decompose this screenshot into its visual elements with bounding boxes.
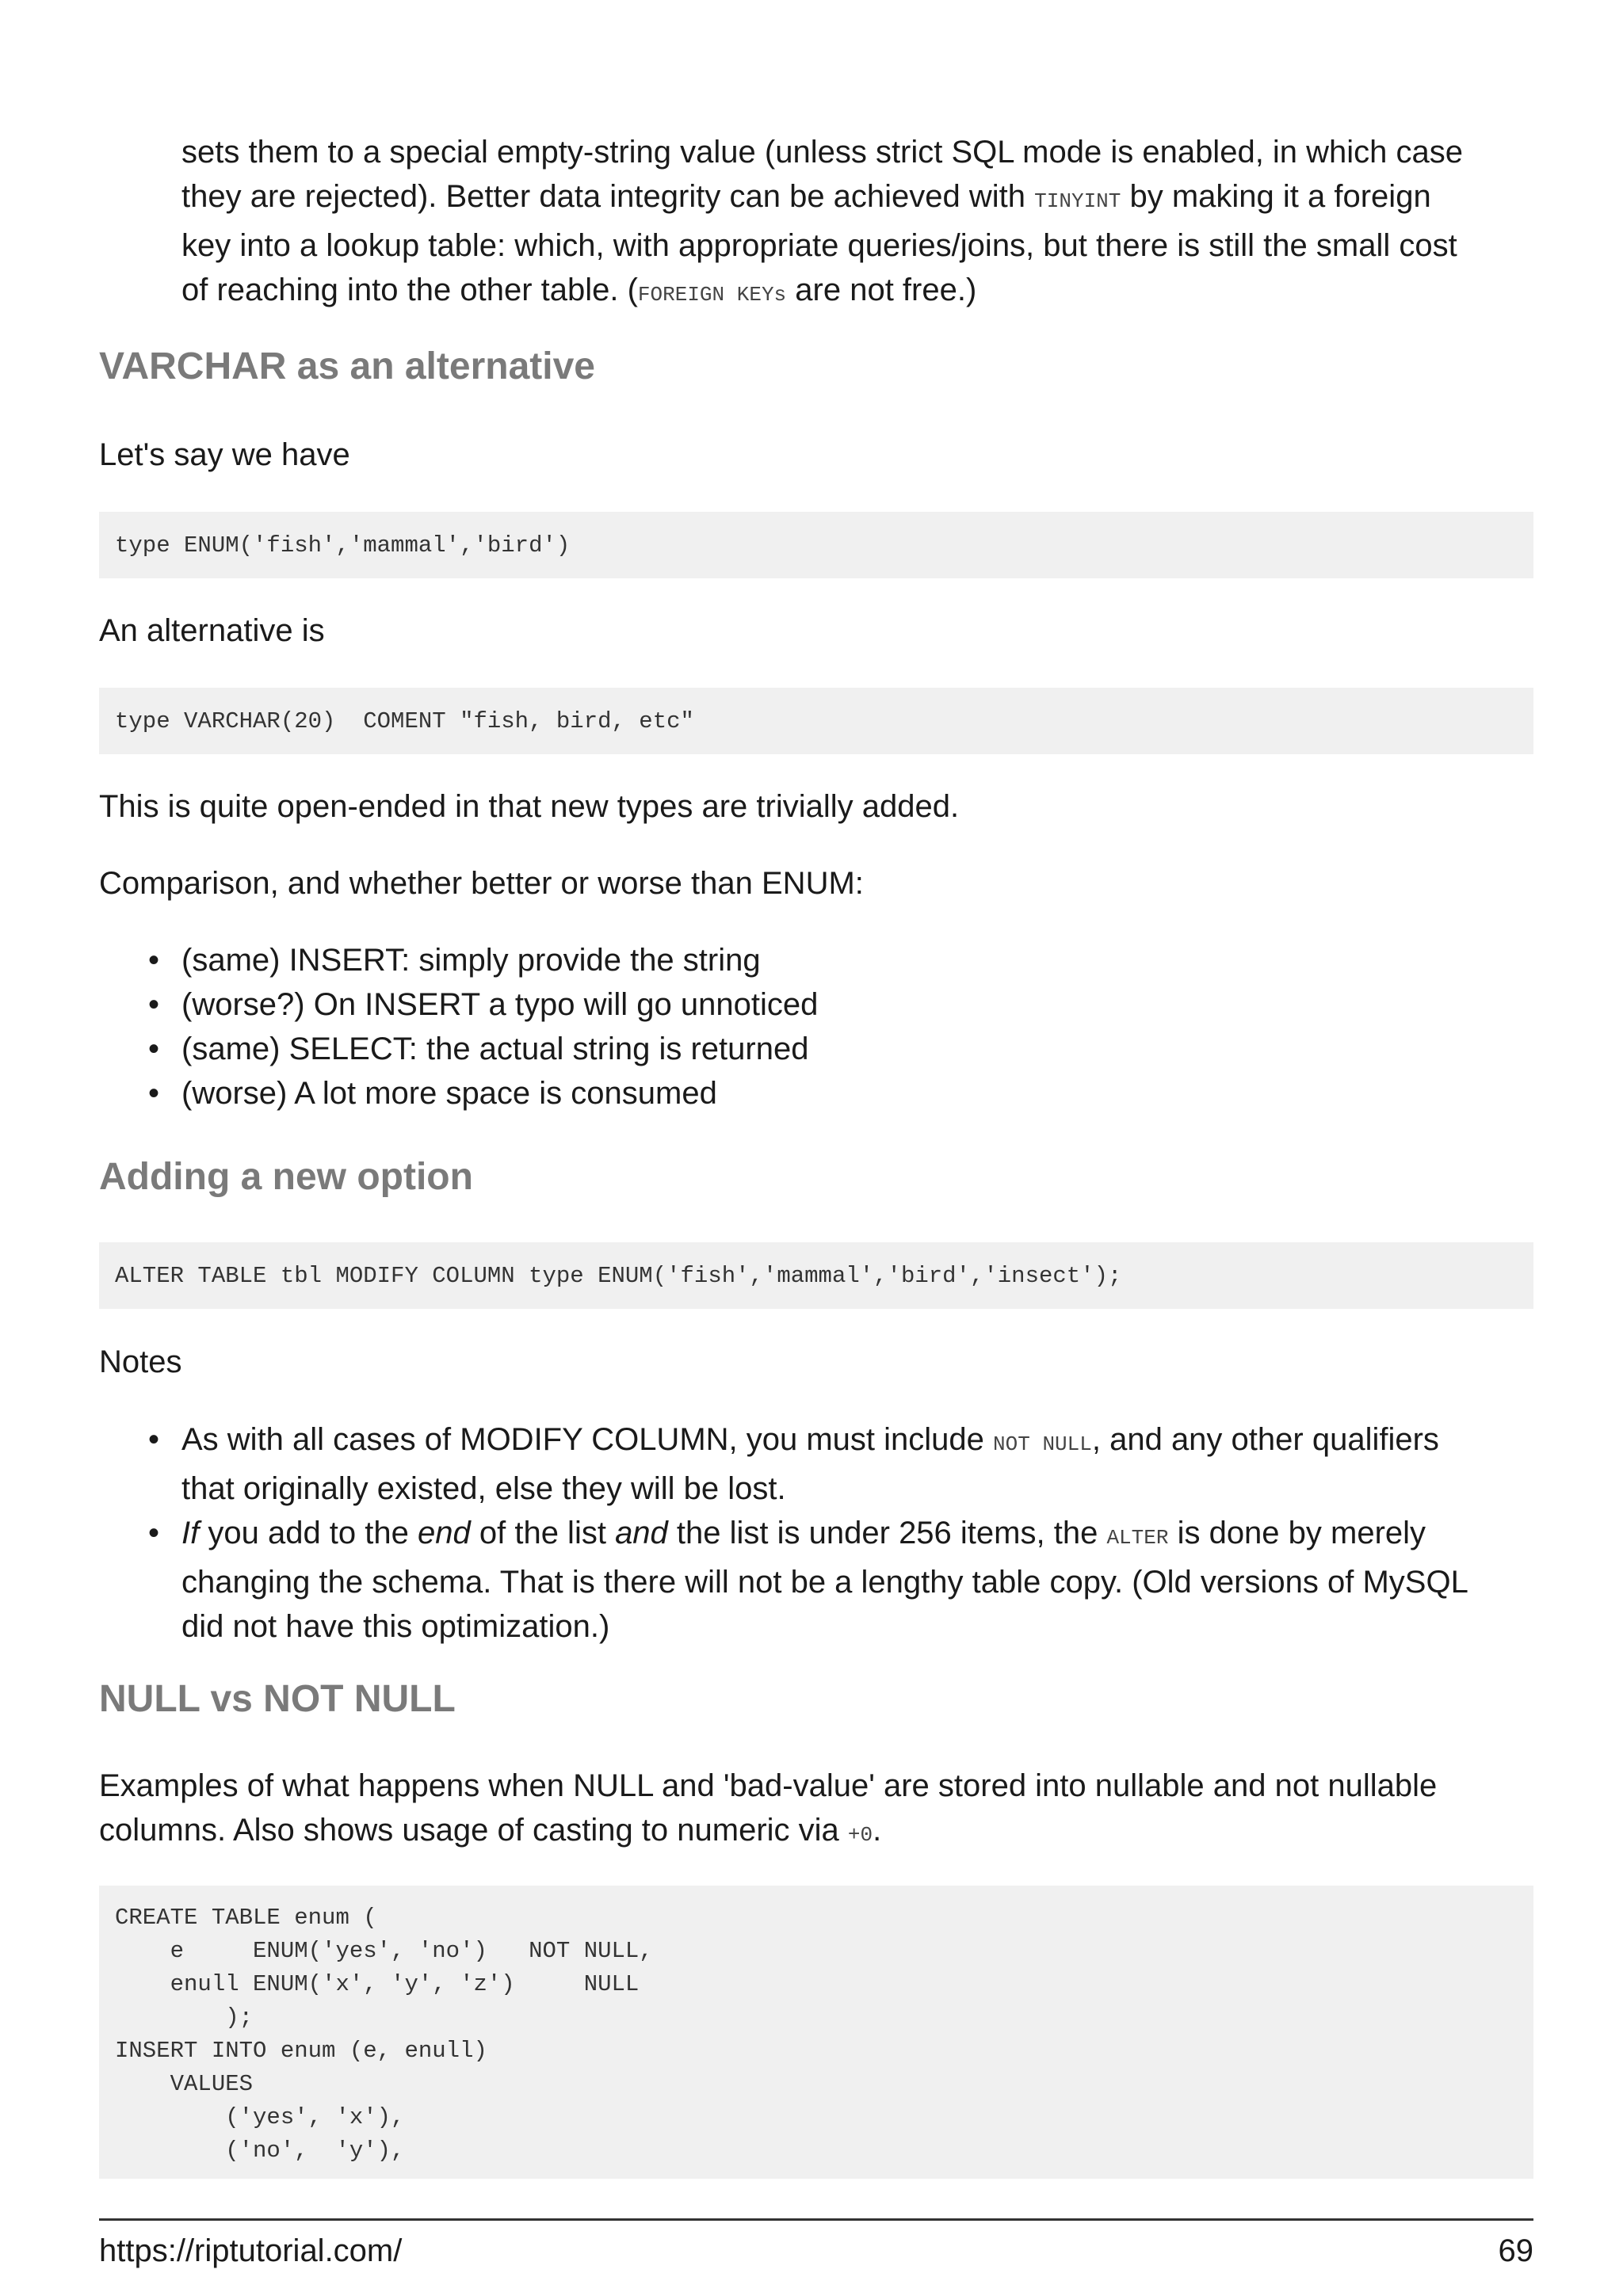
note-text: , and any other qualifiers xyxy=(1091,1422,1439,1457)
notes-list xyxy=(99,1417,1533,1649)
code-block-create-table: CREATE TABLE enum ( e ENUM('yes', 'no') NOT NULL, enull ENUM('x', 'y', 'z') NULL ); INSERT INTO enum (e, enull) VALUES ('yes', 'x'), ('no', 'y'), xyxy=(99,1886,1533,2179)
alternative-is-text: An alternative is xyxy=(99,613,325,648)
foreign-keys-code: FOREIGN KEYs xyxy=(637,283,787,307)
code-block-varchar: type VARCHAR(20) COMENT "fish, bird, etc" xyxy=(99,688,1533,754)
page-number: 69 xyxy=(1498,2233,1533,2268)
note-text: that originally existed, else they will be lost. xyxy=(181,1471,786,1506)
intro-line-2 xyxy=(181,174,1533,223)
footer-url: https://riptutorial.com/ xyxy=(99,2233,403,2268)
list-item-text: (same) INSERT: simply provide the string xyxy=(181,943,761,978)
code-block-alter: ALTER TABLE tbl MODIFY COLUMN type ENUM('fish','mammal','bird','insect'); xyxy=(99,1242,1533,1309)
list-item xyxy=(99,982,1533,1027)
note-text: is done by merely xyxy=(1168,1516,1426,1550)
code-block-enum: type ENUM('fish','mammal','bird') xyxy=(99,512,1533,578)
notes-label: Notes xyxy=(99,1344,182,1379)
footer-divider xyxy=(99,2218,1533,2221)
para-text: . xyxy=(873,1813,882,1848)
note-text: you add to the xyxy=(199,1516,418,1550)
open-ended-text: This is quite open-ended in that new types are trivially added. xyxy=(99,789,960,824)
list-item-text: (same) SELECT: the actual string is returned xyxy=(181,1032,809,1066)
intro-paragraph xyxy=(99,130,1533,317)
note-text: As with all cases of MODIFY COLUMN, you must include xyxy=(181,1422,994,1457)
intro-line-4 xyxy=(181,268,1533,317)
intro-text: by making it a foreign xyxy=(1121,179,1431,214)
note-text: the list is under 256 items, the xyxy=(667,1516,1107,1550)
heading-varchar-alternative: VARCHAR as an alternative xyxy=(99,345,595,387)
bullet-icon: • xyxy=(148,1516,160,1550)
intro-text: of reaching into the other table. ( xyxy=(181,273,638,307)
note-emphasis: and xyxy=(615,1516,668,1550)
null-paragraph xyxy=(99,1764,1533,1857)
plus-zero-code: +0 xyxy=(847,1823,873,1847)
note-text: did not have this optimization.) xyxy=(181,1609,610,1644)
list-item-text: (worse?) On INSERT a typo will go unnoticed xyxy=(181,987,819,1022)
comparison-list xyxy=(99,938,1533,1116)
heading-adding-new-option: Adding a new option xyxy=(99,1156,473,1198)
comparison-text: Comparison, and whether better or worse than ENUM: xyxy=(99,866,864,901)
list-item xyxy=(99,1511,1533,1649)
null-para-line-2 xyxy=(99,1808,1533,1857)
note-emphasis: If xyxy=(181,1516,200,1550)
intro-text: they are rejected). Better data integrity can be achieved with xyxy=(181,179,1035,214)
list-item xyxy=(99,1417,1533,1511)
intro-line-3: key into a lookup table: which, with appropriate queries/joins, but there is still the small cost xyxy=(181,228,1457,263)
not-null-code: NOT NULL xyxy=(993,1432,1092,1456)
bullet-icon: • xyxy=(148,987,160,1022)
lets-say-text: Let's say we have xyxy=(99,437,350,472)
note-text: of the list xyxy=(470,1516,616,1550)
alter-code: ALTER xyxy=(1106,1526,1169,1550)
bullet-icon: • xyxy=(148,1422,160,1457)
bullet-icon: • xyxy=(148,1076,160,1111)
list-item xyxy=(99,1071,1533,1116)
note-emphasis: end xyxy=(418,1516,471,1550)
list-item-text: (worse) A lot more space is consumed xyxy=(181,1076,717,1111)
null-para-line-1: Examples of what happens when NULL and 'bad-value' are stored into nullable and not nullable xyxy=(99,1768,1438,1803)
list-item xyxy=(99,938,1533,982)
bullet-icon: • xyxy=(148,943,160,978)
intro-line-1: sets them to a special empty-string value (unless strict SQL mode is enabled, in which case xyxy=(181,135,1464,170)
intro-text: are not free.) xyxy=(786,273,977,307)
list-item xyxy=(99,1027,1533,1071)
tinyint-code: TINYINT xyxy=(1034,189,1121,213)
note-text: changing the schema. That is there will not be a lengthy table copy. (Old versions of MySQL xyxy=(181,1565,1468,1600)
bullet-icon: • xyxy=(148,1032,160,1066)
para-text: columns. Also shows usage of casting to numeric via xyxy=(99,1813,848,1848)
heading-null-vs-not-null: NULL vs NOT NULL xyxy=(99,1678,456,1720)
